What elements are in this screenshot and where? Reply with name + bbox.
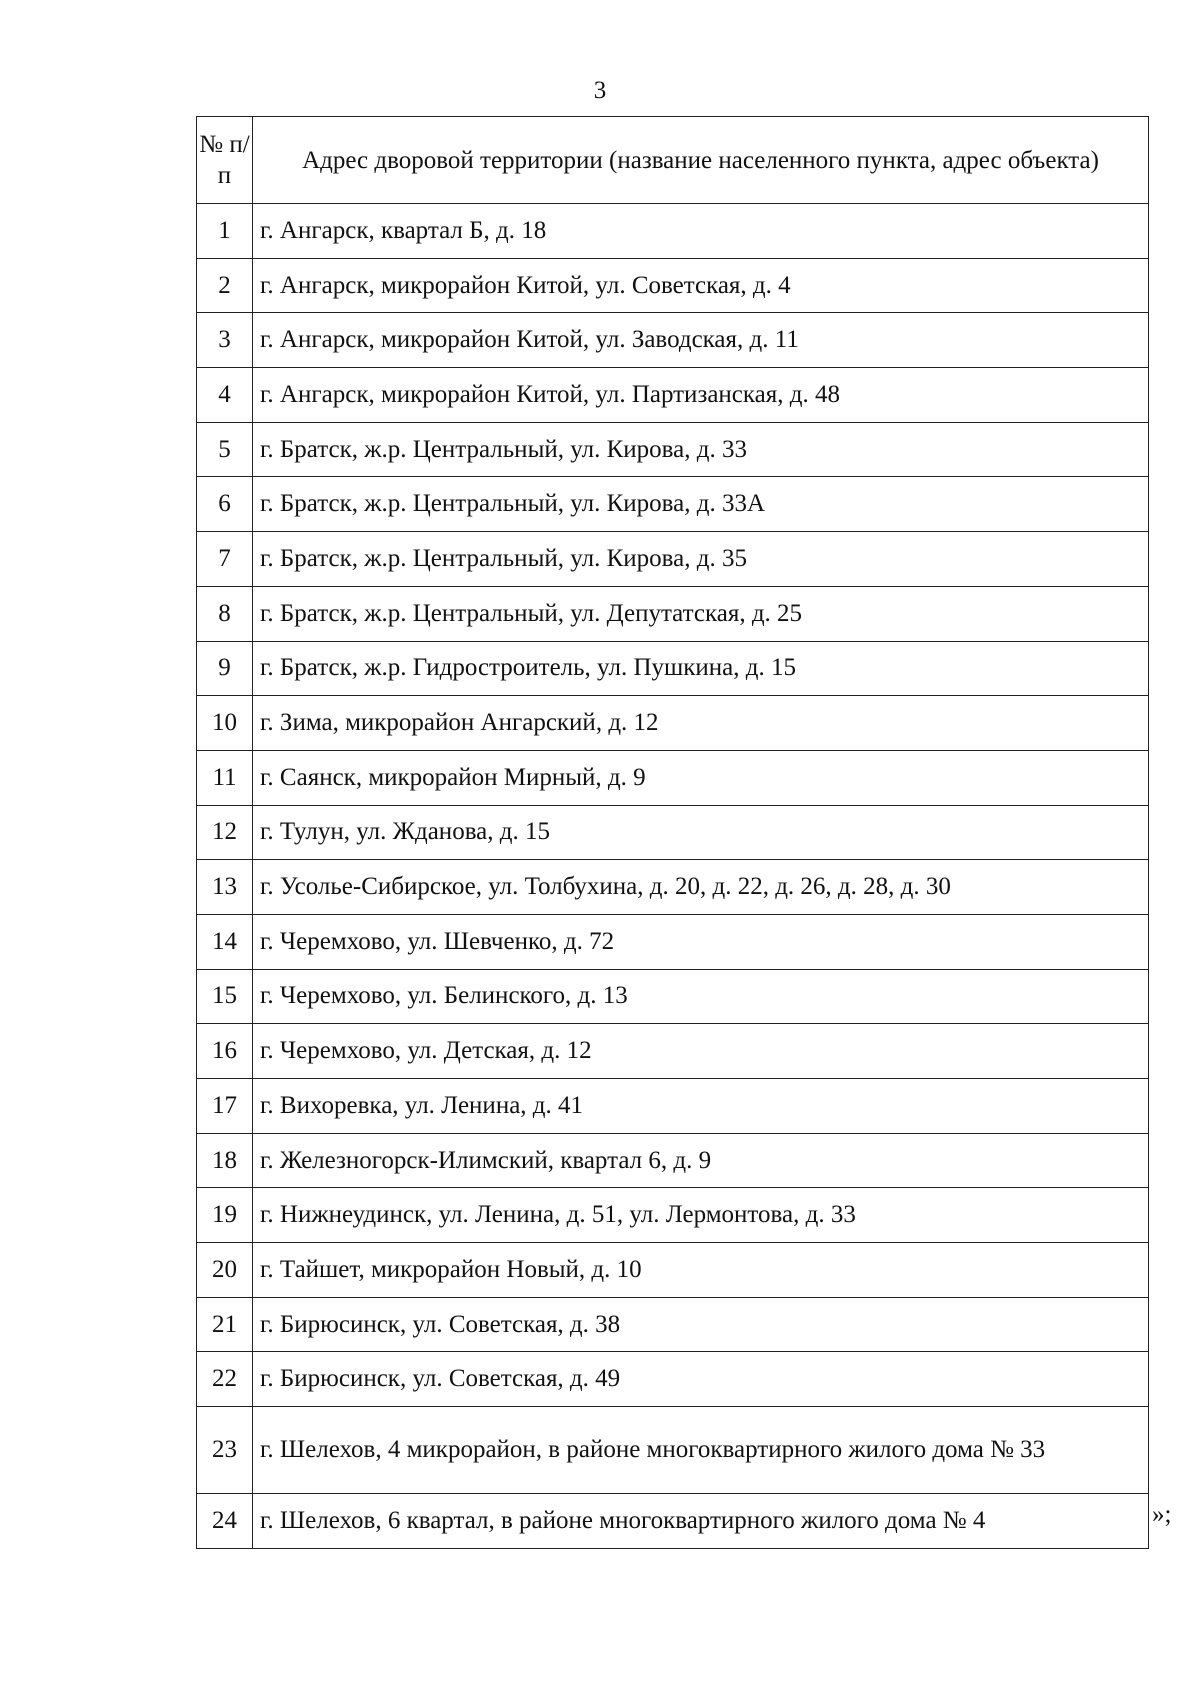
table-row <box>197 586 1149 641</box>
table-row <box>197 641 1149 696</box>
row-address: г. Черемхово, ул. Детская, д. 12 <box>253 1024 1149 1079</box>
row-address: г. Железногорск-Илимский, квартал 6, д. 9 <box>253 1133 1149 1188</box>
row-number: 10 <box>197 696 253 751</box>
row-address: г. Усолье-Сибирское, ул. Толбухина, д. 20, д. 22, д. 26, д. 28, д. 30 <box>253 860 1149 915</box>
row-address: г. Шелехов, 6 квартал, в районе многоквартирного жилого дома № 4 <box>253 1494 1149 1549</box>
row-number: 5 <box>197 422 253 477</box>
table-row <box>197 1079 1149 1134</box>
row-number: 14 <box>197 914 253 969</box>
row-address: г. Зима, микрорайон Ангарский, д. 12 <box>253 696 1149 751</box>
table-row <box>197 368 1149 423</box>
table-row <box>197 969 1149 1024</box>
row-number: 9 <box>197 641 253 696</box>
row-number: 15 <box>197 969 253 1024</box>
row-number: 11 <box>197 750 253 805</box>
table-row <box>197 1133 1149 1188</box>
row-address: г. Ангарск, квартал Б, д. 18 <box>253 204 1149 259</box>
row-address: г. Черемхово, ул. Шевченко, д. 72 <box>253 914 1149 969</box>
row-number: 1 <box>197 204 253 259</box>
header-address: Адрес дворовой территории (название населенного пункта, адрес объекта) <box>253 117 1149 204</box>
row-address: г. Вихоревка, ул. Ленина, д. 41 <box>253 1079 1149 1134</box>
row-number: 22 <box>197 1352 253 1407</box>
row-address: г. Тулун, ул. Жданова, д. 15 <box>253 805 1149 860</box>
row-address: г. Ангарск, микрорайон Китой, ул. Партизанская, д. 48 <box>253 368 1149 423</box>
row-number: 8 <box>197 586 253 641</box>
row-address: г. Братск, ж.р. Центральный, ул. Кирова, д. 35 <box>253 532 1149 587</box>
row-number: 6 <box>197 477 253 532</box>
table-row <box>197 1243 1149 1298</box>
closing-quote-mark: »; <box>1152 1501 1172 1528</box>
row-number: 21 <box>197 1297 253 1352</box>
row-address: г. Шелехов, 4 микрорайон, в районе многоквартирного жилого дома № 33 <box>253 1407 1149 1494</box>
table-row <box>197 477 1149 532</box>
row-number: 16 <box>197 1024 253 1079</box>
row-address: г. Братск, ж.р. Гидростроитель, ул. Пушкина, д. 15 <box>253 641 1149 696</box>
row-number: 17 <box>197 1079 253 1134</box>
row-address: г. Братск, ж.р. Центральный, ул. Кирова, д. 33 <box>253 422 1149 477</box>
table-row <box>197 1407 1149 1494</box>
address-table <box>196 116 1149 1549</box>
table-row <box>197 750 1149 805</box>
table-row <box>197 805 1149 860</box>
row-number: 20 <box>197 1243 253 1298</box>
row-number: 19 <box>197 1188 253 1243</box>
table-row <box>197 1352 1149 1407</box>
table-row <box>197 532 1149 587</box>
table-row <box>197 422 1149 477</box>
table-row <box>197 313 1149 368</box>
row-number: 12 <box>197 805 253 860</box>
table-row <box>197 914 1149 969</box>
table-row <box>197 204 1149 259</box>
table-row <box>197 258 1149 313</box>
row-number: 18 <box>197 1133 253 1188</box>
row-number: 13 <box>197 860 253 915</box>
row-address: г. Ангарск, микрорайон Китой, ул. Заводская, д. 11 <box>253 313 1149 368</box>
row-address: г. Бирюсинск, ул. Советская, д. 49 <box>253 1352 1149 1407</box>
row-address: г. Тайшет, микрорайон Новый, д. 10 <box>253 1243 1149 1298</box>
page-number: 3 <box>593 77 607 104</box>
row-address: г. Бирюсинск, ул. Советская, д. 38 <box>253 1297 1149 1352</box>
row-number: 24 <box>197 1494 253 1549</box>
row-address: г. Нижнеудинск, ул. Ленина, д. 51, ул. Лермонтова, д. 33 <box>253 1188 1149 1243</box>
table-row <box>197 1188 1149 1243</box>
table-row <box>197 696 1149 751</box>
table-row <box>197 1024 1149 1079</box>
row-number: 23 <box>197 1407 253 1494</box>
table-row <box>197 1297 1149 1352</box>
row-number: 2 <box>197 258 253 313</box>
row-number: 4 <box>197 368 253 423</box>
header-number: № п/п <box>197 117 253 204</box>
row-number: 7 <box>197 532 253 587</box>
row-address: г. Братск, ж.р. Центральный, ул. Кирова, д. 33А <box>253 477 1149 532</box>
table-header-row <box>197 117 1149 204</box>
row-address: г. Ангарск, микрорайон Китой, ул. Советская, д. 4 <box>253 258 1149 313</box>
row-address: г. Черемхово, ул. Белинского, д. 13 <box>253 969 1149 1024</box>
table-row <box>197 1494 1149 1549</box>
table-row <box>197 860 1149 915</box>
row-number: 3 <box>197 313 253 368</box>
row-address: г. Братск, ж.р. Центральный, ул. Депутатская, д. 25 <box>253 586 1149 641</box>
row-address: г. Саянск, микрорайон Мирный, д. 9 <box>253 750 1149 805</box>
